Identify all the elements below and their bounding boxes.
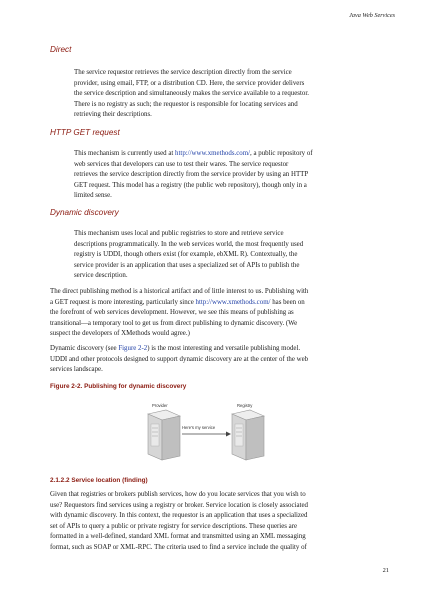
text-line: Given that registries or brokers publish services, how do you locate services that you wish to — [50, 491, 306, 498]
paragraph-http-get — [74, 149, 396, 202]
paragraph-service-location — [50, 490, 396, 554]
text-line: format, such as SOAP or XML-RPC. The criteria used to find a service include the quality of — [50, 543, 307, 551]
xmethods-link[interactable]: http://www.xmethods.com/ — [195, 298, 271, 306]
text-line: UDDI and other protocols designed to support dynamic discovery are at the center of the web — [50, 355, 309, 363]
running-header: Java Web Services — [349, 12, 395, 19]
text-line: retrieves the service description directly from the service provider by using an HTTP — [74, 171, 309, 179]
text-line: the service description and simultaneously makes the service available to a requestor. — [74, 90, 309, 98]
text-line: service provider is an application that uses a specialized set of APIs to publish the — [74, 261, 300, 269]
page-number: 21 — [382, 567, 389, 574]
heading-direct: Direct — [50, 45, 72, 54]
paragraph-dynamic-discovery — [74, 229, 396, 282]
text-segment: This mechanism is currently used at — [74, 150, 176, 157]
subsection-heading: 2.1.2.2 Service location (finding) — [50, 477, 148, 484]
text-line: registry is UDDI, though others exist (for example, ebXML R). Contextually, the — [74, 251, 298, 259]
text-segment: has been on — [270, 298, 305, 306]
text-line: This mechanism uses local and public registries to store and retrieve service — [74, 230, 284, 237]
text-line: The service requestor retrieves the service description directly from the service — [74, 69, 292, 76]
figure-2-2-link[interactable]: Figure 2-2 — [118, 345, 148, 352]
text-line: descriptions programmatically. In the web services world, the most frequently used — [74, 240, 304, 248]
xmethods-link[interactable]: http://www.xmethods.com/ — [175, 150, 251, 157]
text-line: limited sense. — [74, 192, 112, 200]
text-line: set of APIs to query a public or private registry for service descriptions. These queries are — [50, 522, 298, 530]
text-line: formatted in a well-defined, standard XML format and transmitted using an XML messaging — [50, 533, 306, 541]
paragraph-dynamic-discovery-intro — [50, 344, 396, 376]
text-line: services landscape. — [50, 366, 103, 374]
registry-label: Registry — [237, 403, 253, 408]
provider-label: Provider — [152, 403, 168, 408]
text-segment: Dynamic discovery (see — [50, 345, 119, 352]
text-line: There is no registry as such; the requestor is responsible for locating services and — [74, 100, 298, 108]
dynamic-discovery-figure — [140, 398, 290, 468]
arrow-label: Here's my service — [182, 425, 216, 430]
text-line: retrieving their descriptions. — [74, 111, 152, 119]
figure-caption: Figure 2-2. Publishing for dynamic discovery — [50, 383, 187, 390]
text-segment: ) is the most interesting and versatile publishing model. — [147, 345, 301, 352]
text-line: GET request. This model has a registry (the public web repository), though only in a — [74, 181, 307, 189]
text-line: The direct publishing method is a historical artifact and of little interest to us. Publishing with — [50, 288, 309, 295]
text-line: web services that developers can use to test their wares. The service requestor — [74, 160, 289, 168]
text-line: the forefront of web services development. However, we see this means of publishing as — [50, 309, 294, 317]
arrow-icon — [182, 432, 231, 437]
text-line: transitional—a temporary tool to get us from direct publishing to dynamic discovery. (We — [50, 319, 298, 327]
text-line: use? Requestors find services using a registry or broker. Service location is closely associated — [50, 501, 308, 509]
provider-server-icon — [148, 410, 180, 460]
text-segment: a GET request is more interesting, particularly since — [50, 298, 196, 306]
text-line: with dynamic discovery. In this context, the requestor is an application that uses a specialized — [50, 512, 308, 520]
paragraph-direct — [74, 68, 396, 121]
text-line: service description. — [74, 272, 128, 280]
text-line: suspect the developers of XMethods would agree.) — [50, 330, 190, 338]
text-segment: , a public repository of — [250, 150, 313, 157]
registry-server-icon — [232, 410, 264, 460]
heading-http-get: HTTP GET request — [50, 128, 120, 137]
text-line: provider, using email, FTP, or a distribution CD. Here, the service provider delivers — [74, 79, 305, 87]
heading-dynamic-discovery: Dynamic discovery — [50, 208, 119, 217]
paragraph-direct-publishing — [50, 287, 396, 340]
figure-drawing — [140, 398, 290, 468]
